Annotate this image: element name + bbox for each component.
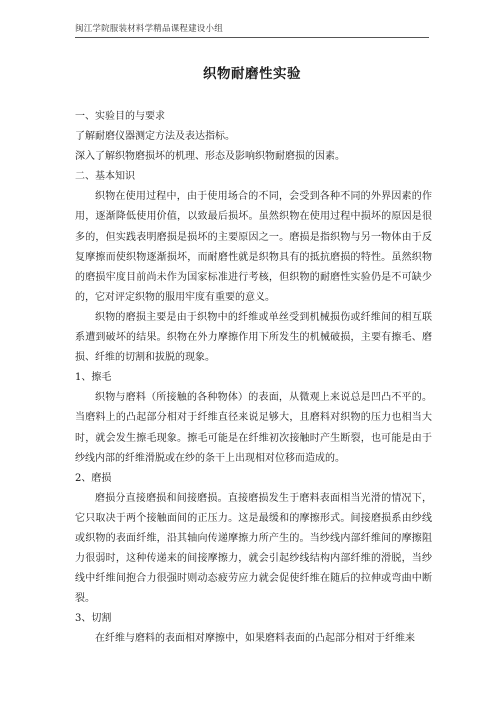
section-heading-basics: 二、基本知识 — [75, 171, 135, 183]
document-body — [75, 107, 432, 650]
abrasion-paragraph: 磨损分直接磨损和间接磨损。直接磨损发生于磨料表面相当光滑的情况下，它只取决于两个接触面间的正压力。这是最缓和的摩擦形式。间接磨损系由纱线或织物的表面纤维，沿其轴向传递摩擦力所产生的。当纱线内部纤维间的摩擦阻力很弱时，这种传递来的间接摩擦力，就会引起纱线结构内部纤维的滑脱，当纱线中纤维间抱合力很强时则动态疲劳应力就会促使纤维在随后的拉伸或弯曲中断裂。 — [75, 492, 432, 605]
basics-paragraph-1: 织物在使用过程中，由于使用场合的不同，会受到各种不同的外界因素的作用，逐渐降低使用价值，以致最后损坏。虽然织物在使用过程中损坏的原因是很多的，但实践表明磨损是损坏的主要原因之一。磨损是指织物与另一物体由于反复摩擦而使织物逐渐损坏，而耐磨性就是织物具有的抵抗磨损的特性。虽然织物的磨损牢度目前尚未作为国家标准进行考核，但织物的耐磨性实验仍是不可缺少的，它对评定织物的服用牢度有重要的意义。 — [75, 191, 432, 303]
basics-paragraph-2: 织物的磨损主要是由于织物中的纤维或单丝受到机械损伤或纤维间的相互联系遭到破坏的结果。织物在外力摩擦作用下所发生的机械破损，主要有擦毛、磨损、纤维的切割和拔脱的现象。 — [75, 311, 432, 364]
section-heading-purpose: 一、实验目的与要求 — [75, 111, 165, 122]
header-divider — [75, 37, 429, 38]
fuzzing-paragraph: 织物与磨料（所接触的各种物体）的表面，从微观上来说总是凹凸不平的。当磨料上的凸起部分相对于纤维直径来说足够大，且磨料对织物的压力也相当大时，就会发生擦毛现象。擦毛可能是在纤维初次接触时产生断裂，也可能是由于纱线内部的纤维滑脱或在纱的条干上出现相对位移而造成的。 — [75, 392, 432, 464]
subheading-fuzzing: 1、擦毛 — [75, 372, 112, 384]
purpose-item-2: 深入了解织物磨损坏的机理、形态及影响织物耐磨损的因素。 — [75, 151, 345, 163]
subheading-abrasion: 2、磨损 — [75, 472, 112, 484]
purpose-item-1: 了解耐磨仪器测定方法及表达指标。 — [75, 131, 235, 143]
running-header: 闽江学院服装材料学精品课程建设小组 — [75, 24, 223, 34]
document-title: 织物耐磨性实验 — [203, 66, 301, 82]
subheading-cutting: 3、切割 — [75, 613, 112, 625]
cutting-paragraph: 在纤维与磨料的表面相对摩擦中，如果磨料表面的凸起部分相对于纤维来 — [95, 633, 415, 645]
